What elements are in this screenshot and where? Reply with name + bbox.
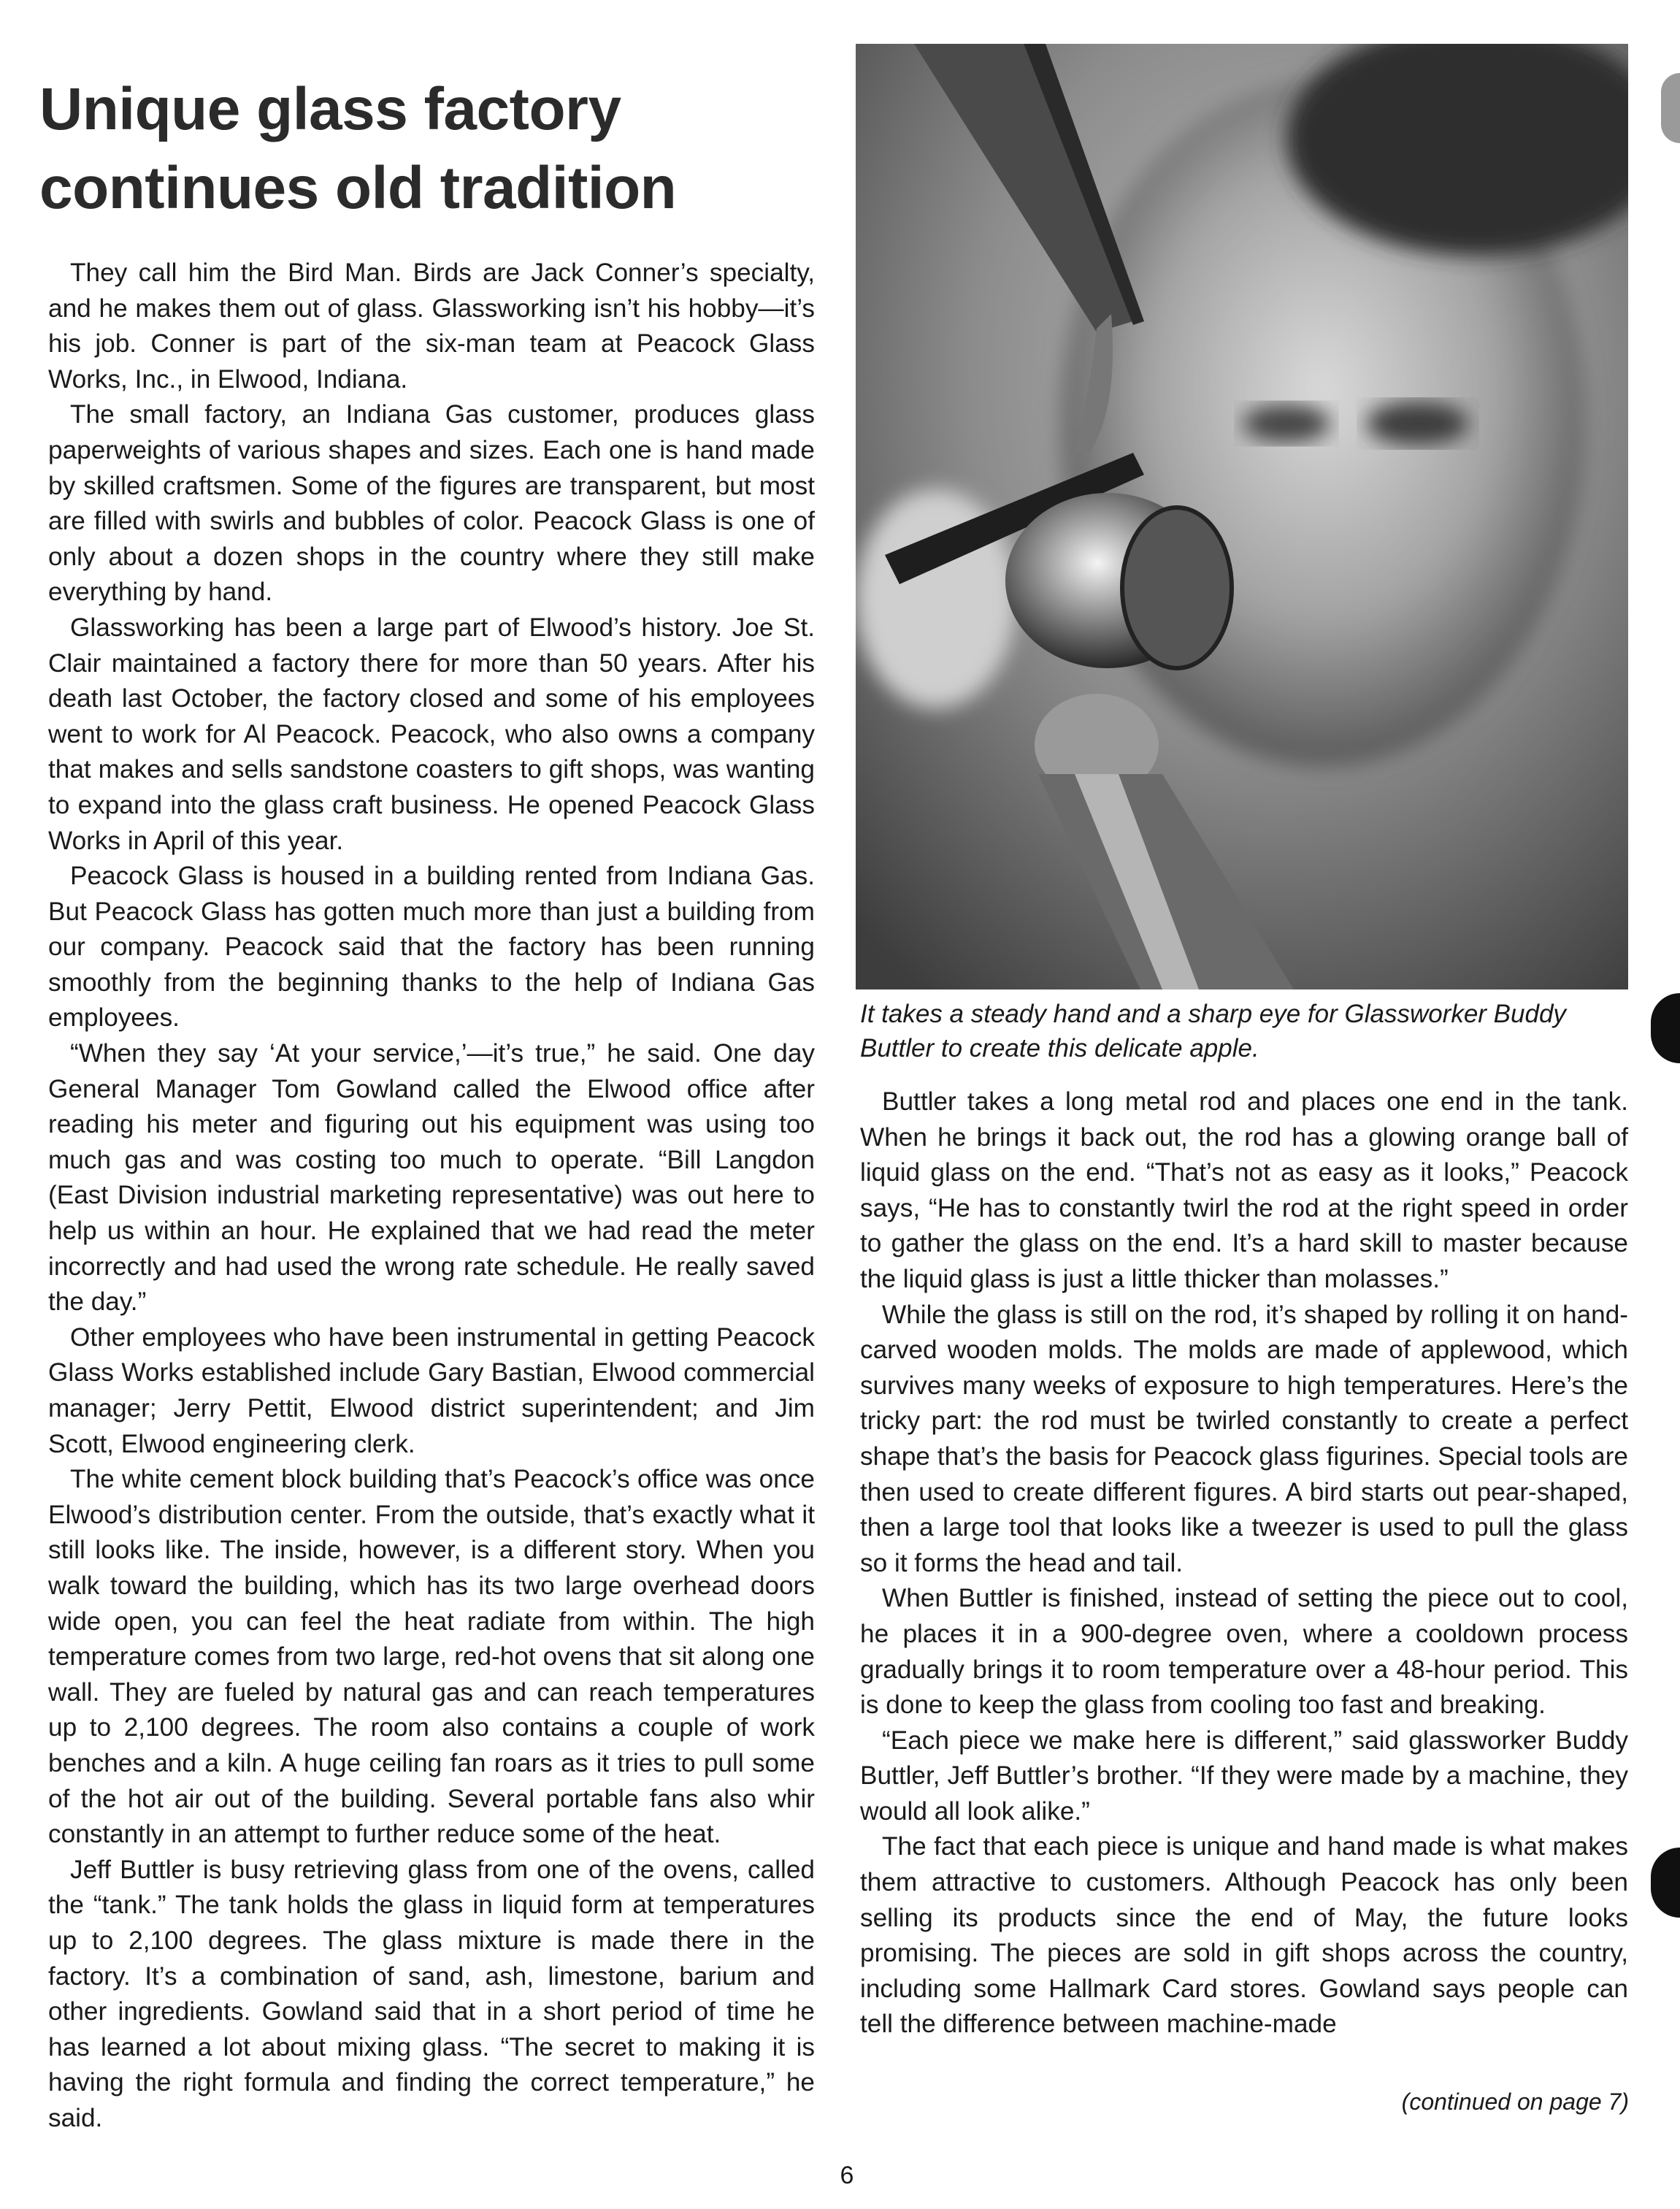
continued-note: (continued on page 7) [1401, 2089, 1629, 2115]
headline: Unique glass factory continues old tradition [39, 76, 677, 221]
page-number: 6 [840, 2162, 854, 2189]
paragraph: “Each piece we make here is different,” said glassworker Buddy Buttler, Jeff Buttler’s brother. “If they were made by a machine, they would all look alike.” [860, 1726, 1628, 1826]
paragraph: The fact that each piece is unique and hand made is what makes them attractive to customers. Although Peacock has only been selling its products since the end of May, the future looks promising. The pieces are sold in gift shops across the country, including some Hallmark Card stores. Gowland says people can tell the difference between machine-made [860, 1832, 1628, 2039]
right-column [860, 1084, 1628, 2043]
photo-illustration [856, 44, 1628, 989]
photo-caption: It takes a steady hand and a sharp eye for Glassworker Buddy Buttler to create this delicate apple. [860, 1000, 1566, 1063]
paragraph: “When they say ‘At your service,’—it’s true,” he said. One day General Manager Tom Gowland called the Elwood office after reading his meter and figuring out his equipment was using too much gas and was costing too much to operate. “Bill Langdon (East Division industrial marketing representative) was out here to help us within an hour. He explained that we had read the meter incorrectly and had used the wrong rate schedule. He really saved the day.” [48, 1039, 815, 1317]
paragraph: Peacock Glass is housed in a building rented from Indiana Gas. But Peacock Glass has gotten much more than just a building from our company. Peacock said that the factory has been running smoothly from the beginning thanks to the help of Indiana Gas employees. [48, 862, 815, 1033]
paragraph: The small factory, an Indiana Gas customer, produces glass paperweights of various shapes and sizes. Each one is hand made by skilled craftsmen. Some of the figures are transparent, but most are filled with swirls and bubbles of color. Peacock Glass is one of only about a dozen shops in the country where they still make everything by hand. [48, 400, 815, 607]
paragraph: They call him the Bird Man. Birds are Jack Conner’s specialty, and he makes them out of glass. Glassworking isn’t his hobby—it’s his job. Conner is part of the six-man team at Peacock Glass Works, Inc., in Elwood, Indiana. [48, 259, 815, 394]
binder-hole [1651, 993, 1680, 1063]
left-column [48, 256, 815, 2136]
binder-hole [1661, 73, 1680, 143]
paragraph: Glassworking has been a large part of Elwood’s history. Joe St. Clair maintained a factory there for more than 50 years. After his death last October, the factory closed and some of his employees went to work for Al Peacock. Peacock, who also owns a company that makes and sells sandstone coasters to gift shops, was wanting to expand into the glass craft business. He opened Peacock Glass Works in April of this year. [48, 613, 815, 855]
paragraph: Jeff Buttler is busy retrieving glass from one of the ovens, called the “tank.” The tank holds the glass in liquid form at temperatures up to 2,100 degrees. The glass mixture is made there in the factory. It’s a combination of sand, ash, limestone, barium and other ingredients. Gowland said that in a short period of time he has learned a lot about mixing glass. “The secret to making it is having the right formula and finding the correct temperature,” he said. [48, 1855, 815, 2132]
glassworker-photo [856, 44, 1628, 989]
paragraph: When Buttler is finished, instead of setting the piece out to cool, he places it in a 900-degree oven, where a cooldown process gradually brings it to room temperature over a 48-hour period. This is done to keep the glass from cooling too fast and breaking. [860, 1584, 1628, 1720]
paragraph: Other employees who have been instrumental in getting Peacock Glass Works established include Gary Bastian, Elwood commercial manager; Jerry Pettit, Elwood district superintendent; and Jim Scott, Elwood engineering clerk. [48, 1322, 815, 1458]
paragraph: Buttler takes a long metal rod and places one end in the tank. When he brings it back out, the rod has a glowing orange ball of liquid glass on the end. “That’s not as easy as it looks,” Peacock says, “He has to constantly twirl the rod at the right speed in order to gather the glass on the end. It’s a hard skill to master because the liquid glass is just a little thicker than molasses.” [860, 1087, 1628, 1293]
binder-hole [1651, 1848, 1680, 1918]
paragraph: The white cement block building that’s Peacock’s office was once Elwood’s distribution center. From the outside, that’s exactly what it still looks like. The inside, however, is a different story. When you walk toward the building, which has its two large overhead doors wide open, you can feel the heat radiate from within. The high temperature comes from two large, red-hot ovens that sit along one wall. They are fueled by natural gas and can reach temperatures up to 2,100 degrees. The room also contains a couple of work benches and a kiln. A huge ceiling fan roars as it tries to pull some of the hot air out of the building. Several portable fans also whir constantly in an attempt to further reduce some of the heat. [48, 1465, 815, 1849]
paragraph: While the glass is still on the rod, it’s shaped by rolling it on hand-carved wooden molds. The molds are made of applewood, which survives many weeks of exposure to high temperatures. Here’s the tricky part: the rod must be twirled constantly to create a perfect shape that’s the basis for Peacock glass figurines. Special tools are then used to create different figures. A bird starts out pear-shaped, then a large tool that looks like a tweezer is used to pull the glass so it forms the head and tail. [860, 1300, 1628, 1577]
